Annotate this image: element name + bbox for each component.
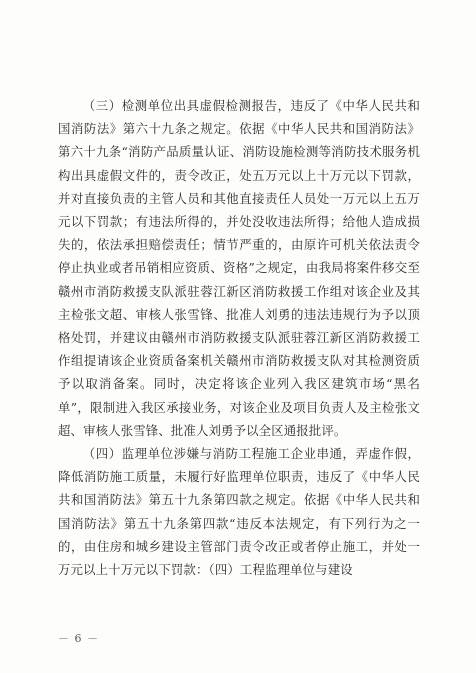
paragraph-section-3: （三）检测单位出具虚假检测报告，违反了《中华人民共和国消防法》第六十九条之规定。依据《中华人民共和国消防法》第六十九条“消防产品质量认证、消防设施检测等消防技术服务机构出具虚假文件的，责令改正，处五万元以上十万元以下罚款，并对直接负责的主管人员和其他直接责任人员处一万元以上五万元以下罚款；有违法所得的，并处没收违法所得；给他人造成损失的，依法承担赔偿责任；情节严重的，由原许可机关依法责令停止执业或者吊销相应资质、资格”之规定，由我局将案件移交至赣州市消防救援支队派驻蓉江新区消防救援工作组对该企业及其主检张文超、审核人张雪锋、批准人刘勇的违法违规行为予以顶格处罚，并建议由赣州市消防救援支队派驻蓉江新区消防救援工作组提请该企业资质备案机关赣州市消防救援支队对其检测资质予以取消备案。同时，决定将该企业列入我区建筑市场“黑名单”，限制进入我区承接业务，对该企业及项目负责人及主检张文超、审核人张雪锋、批准人刘勇予以全区通报批评。 xyxy=(58,98,420,438)
body-text xyxy=(58,94,420,581)
paragraph-section-4: （四）监理单位涉嫌与消防工程施工企业串通，弄虚作假，降低消防施工质量，未履行好监理单位职责，违反了《中华人民共和国消防法》第五十九条第四款之规定。依据《中华人民共和国消防法》第五十九条第四款“违反本法规定，有下列行为之一的，由住房和城乡建设主管部门责令改正或者停止施工，并处一万元以上十万元以下罚款：（四）工程监理单位与建设 xyxy=(58,446,420,578)
page-number: － 6 － xyxy=(58,632,99,645)
